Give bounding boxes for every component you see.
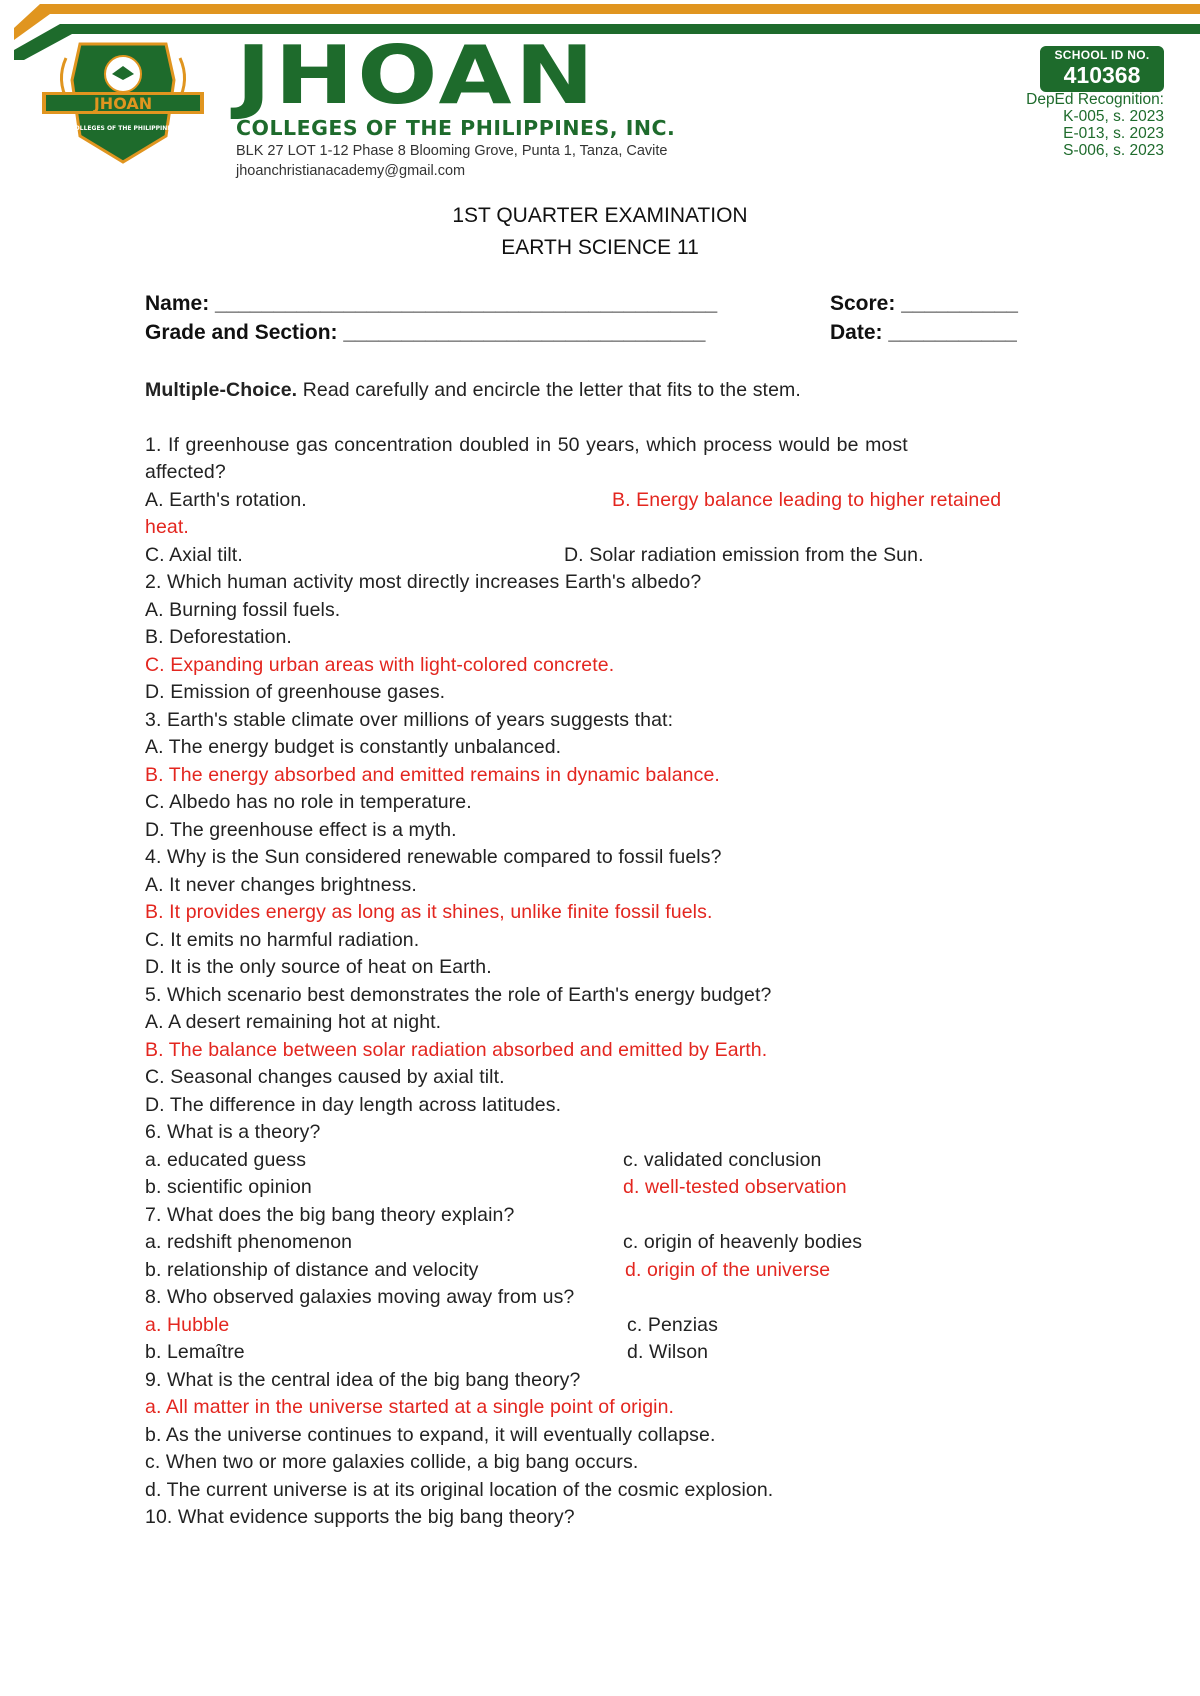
deped-line-1: K-005, s. 2023 xyxy=(1063,108,1164,125)
q3-option-c: C. Albedo has no role in temperature. xyxy=(145,791,472,813)
school-id-number: 410368 xyxy=(1042,63,1162,87)
q3-option-b: B. The energy absorbed and emitted remains in dynamic balance. xyxy=(145,764,720,786)
q8-option-d: d. Wilson xyxy=(627,1341,709,1363)
brand-subtitle: COLLEGES OF THE PHILIPPINES, INC. xyxy=(236,116,676,140)
q8-option-a: a. Hubble xyxy=(145,1314,230,1336)
q7-option-b: b. relationship of distance and velocity xyxy=(145,1259,479,1281)
q1-stem-line1: 1. If greenhouse gas concentration doubled in 50 years, which process would be most xyxy=(145,434,908,456)
q9-option-b: b. As the universe continues to expand, it will eventually collapse. xyxy=(145,1424,716,1446)
q6-option-c: c. validated conclusion xyxy=(623,1149,822,1171)
grade-section-field: Grade and Section: _______________________________ xyxy=(145,321,706,344)
q7-stem: 7. What does the big bang theory explain? xyxy=(145,1204,515,1226)
q8-option-b: b. Lemaître xyxy=(145,1341,245,1363)
q6-stem: 6. What is a theory? xyxy=(145,1121,321,1143)
q2-option-c: C. Expanding urban areas with light-colored concrete. xyxy=(145,654,615,676)
deped-title: DepEd Recognition: xyxy=(1026,91,1164,108)
q4-stem: 4. Why is the Sun considered renewable compared to fossil fuels? xyxy=(145,846,722,868)
q7-option-a: a. redshift phenomenon xyxy=(145,1231,353,1253)
brand-address: BLK 27 LOT 1-12 Phase 8 Blooming Grove, Punta 1, Tanza, Cavite xyxy=(236,143,668,159)
instructions xyxy=(145,379,801,402)
q8-stem: 8. Who observed galaxies moving away from us? xyxy=(145,1286,575,1308)
brand-block xyxy=(236,29,676,180)
q4-option-a: A. It never changes brightness. xyxy=(145,874,417,896)
q6-option-d: d. well-tested observation xyxy=(623,1176,847,1198)
instructions-label: Multiple-Choice. xyxy=(145,379,298,401)
q2-option-b: B. Deforestation. xyxy=(145,626,292,648)
q2-option-d: D. Emission of greenhouse gases. xyxy=(145,681,446,703)
q5-option-b: B. The balance between solar radiation absorbed and emitted by Earth. xyxy=(145,1039,768,1061)
q7-option-c: c. origin of heavenly bodies xyxy=(623,1231,863,1253)
q9-option-d: d. The current universe is at its original location of the cosmic explosion. xyxy=(145,1479,774,1501)
score-field: Score: __________ xyxy=(830,292,1018,315)
q1-stem-line2: affected? xyxy=(145,461,226,483)
deped-line-2: E-013, s. 2023 xyxy=(1063,125,1164,142)
instructions-text: Read carefully and encircle the letter that fits to the stem. xyxy=(297,379,801,401)
q9-option-c: c. When two or more galaxies collide, a big bang occurs. xyxy=(145,1451,639,1473)
school-id-badge xyxy=(1040,46,1164,92)
q6-option-b: b. scientific opinion xyxy=(145,1176,312,1198)
q5-stem: 5. Which scenario best demonstrates the role of Earth's energy budget? xyxy=(145,984,772,1006)
q10-stem: 10. What evidence supports the big bang theory? xyxy=(145,1506,575,1528)
q5-option-c: C. Seasonal changes caused by axial tilt. xyxy=(145,1066,505,1088)
q1-option-c: C. Axial tilt. xyxy=(145,544,243,566)
svg-text:JHOAN: JHOAN xyxy=(93,94,153,113)
q3-stem: 3. Earth's stable climate over millions of years suggests that: xyxy=(145,709,674,731)
q2-stem: 2. Which human activity most directly increases Earth's albedo? xyxy=(145,571,702,593)
exam-subject: EARTH SCIENCE 11 xyxy=(501,236,699,259)
school-logo xyxy=(40,40,206,164)
svg-text:COLLEGES OF THE PHILIPPINES: COLLEGES OF THE PHILIPPINES xyxy=(70,125,176,132)
q4-option-d: D. It is the only source of heat on Earth. xyxy=(145,956,492,978)
q3-option-d: D. The greenhouse effect is a myth. xyxy=(145,819,457,841)
q5-option-d: D. The difference in day length across latitudes. xyxy=(145,1094,562,1116)
brand-email: jhoanchristianacademy@gmail.com xyxy=(236,163,466,179)
q4-option-c: C. It emits no harmful radiation. xyxy=(145,929,420,951)
q1-option-b-line2: heat. xyxy=(145,516,189,538)
q3-option-a: A. The energy budget is constantly unbalanced. xyxy=(145,736,562,758)
q2-option-a: A. Burning fossil fuels. xyxy=(145,599,341,621)
deped-recognition xyxy=(1026,91,1164,159)
q8-option-c: c. Penzias xyxy=(627,1314,718,1336)
exam-title: 1ST QUARTER EXAMINATION xyxy=(452,204,748,227)
q1-option-d: D. Solar radiation emission from the Sun. xyxy=(564,544,924,566)
q9-stem: 9. What is the central idea of the big bang theory? xyxy=(145,1369,581,1391)
name-field: Name: ___________________________________________ xyxy=(145,292,718,315)
q7-option-d: d. origin of the universe xyxy=(625,1259,831,1281)
q1-option-b-line1: B. Energy balance leading to higher retained xyxy=(612,489,1002,511)
brand-name: JHOAN xyxy=(236,29,598,122)
school-id-label: SCHOOL ID NO. xyxy=(1054,48,1150,62)
deped-line-3: S-006, s. 2023 xyxy=(1063,142,1164,159)
date-field: Date: ___________ xyxy=(830,321,1017,344)
q6-option-a: a. educated guess xyxy=(145,1149,307,1171)
q1-option-a: A. Earth's rotation. xyxy=(145,489,307,511)
q9-option-a: a. All matter in the universe started at a single point of origin. xyxy=(145,1396,675,1418)
q5-option-a: A. A desert remaining hot at night. xyxy=(145,1011,442,1033)
q4-option-b: B. It provides energy as long as it shines, unlike finite fossil fuels. xyxy=(145,901,713,923)
